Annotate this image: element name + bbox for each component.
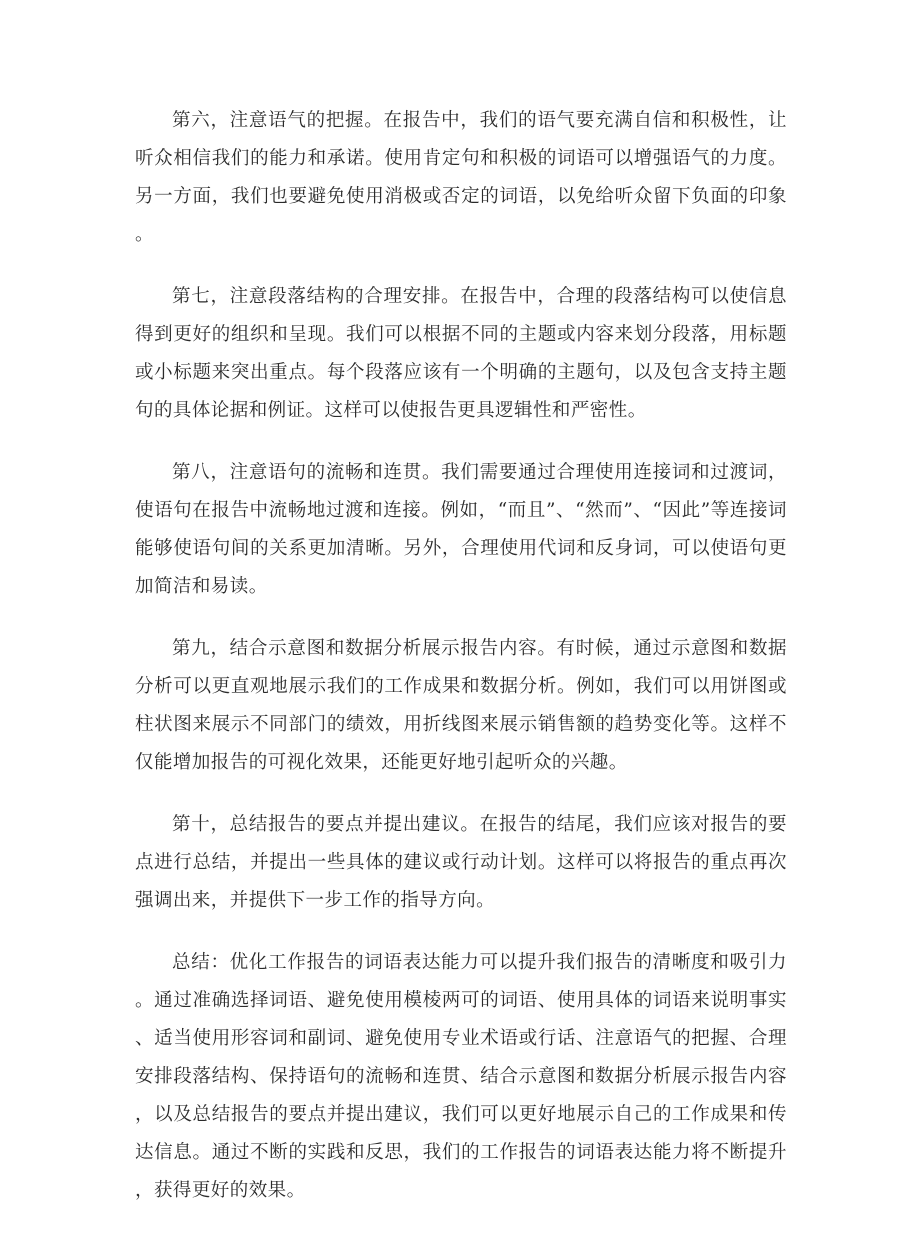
paragraph-summary: 总结：优化工作报告的词语表达能力可以提升我们报告的清晰度和吸引力。通过准确选择词语、避免使用模棱两可的词语、使用具体的词语来说明事实、适当使用形容词和副词、避免使用专业术语或行话、注意语气的把握、合理安排段落结构、保持语句的流畅和连贯、结合示意图和数据分析展示报告内容，以及总结报告的要点并提出建议，我们可以更好地展示自己的工作成果和传达信息。通过不断的实践和反思，我们的工作报告的词语表达能力将不断提升，获得更好的效果。 xyxy=(135,952,787,1201)
paragraph-point-nine: 第九，结合示意图和数据分析展示报告内容。有时候，通过示意图和数据分析可以更直观地展示我们的工作成果和数据分析。例如，我们可以用饼图或柱状图来展示不同部门的绩效，用折线图来展示销售额的趋势变化等。这样不仅能增加报告的可视化效果，还能更好地引起听众的兴趣。 xyxy=(135,638,787,773)
paragraph-point-ten: 第十，总结报告的要点并提出建议。在报告的结尾，我们应该对报告的要点进行总结，并提出一些具体的建议或行动计划。这样可以将报告的重点再次强调出来，并提供下一步工作的指导方向。 xyxy=(135,814,787,911)
document-body xyxy=(135,102,787,1234)
paragraph-point-eight: 第八，注意语句的流畅和连贯。我们需要通过合理使用连接词和过渡词，使语句在报告中流畅地过渡和连接。例如，“而且”、“然而”、“因此”等连接词能够使语句间的关系更加清晰。另外，合理使用代词和反身词，可以使语句更加简洁和易读。 xyxy=(135,462,787,597)
paragraph-point-six: 第六，注意语气的把握。在报告中，我们的语气要充满自信和积极性，让听众相信我们的能力和承诺。使用肯定句和积极的词语可以增强语气的力度。另一方面，我们也要避免使用消极或否定的词语，以免给听众留下负面的印象。 xyxy=(135,110,787,245)
paragraph-point-seven: 第七，注意段落结构的合理安排。在报告中，合理的段落结构可以使信息得到更好的组织和呈现。我们可以根据不同的主题或内容来划分段落，用标题或小标题来突出重点。每个段落应该有一个明确的主题句，以及包含支持主题句的具体论据和例证。这样可以使报告更具逻辑性和严密性。 xyxy=(135,286,787,421)
